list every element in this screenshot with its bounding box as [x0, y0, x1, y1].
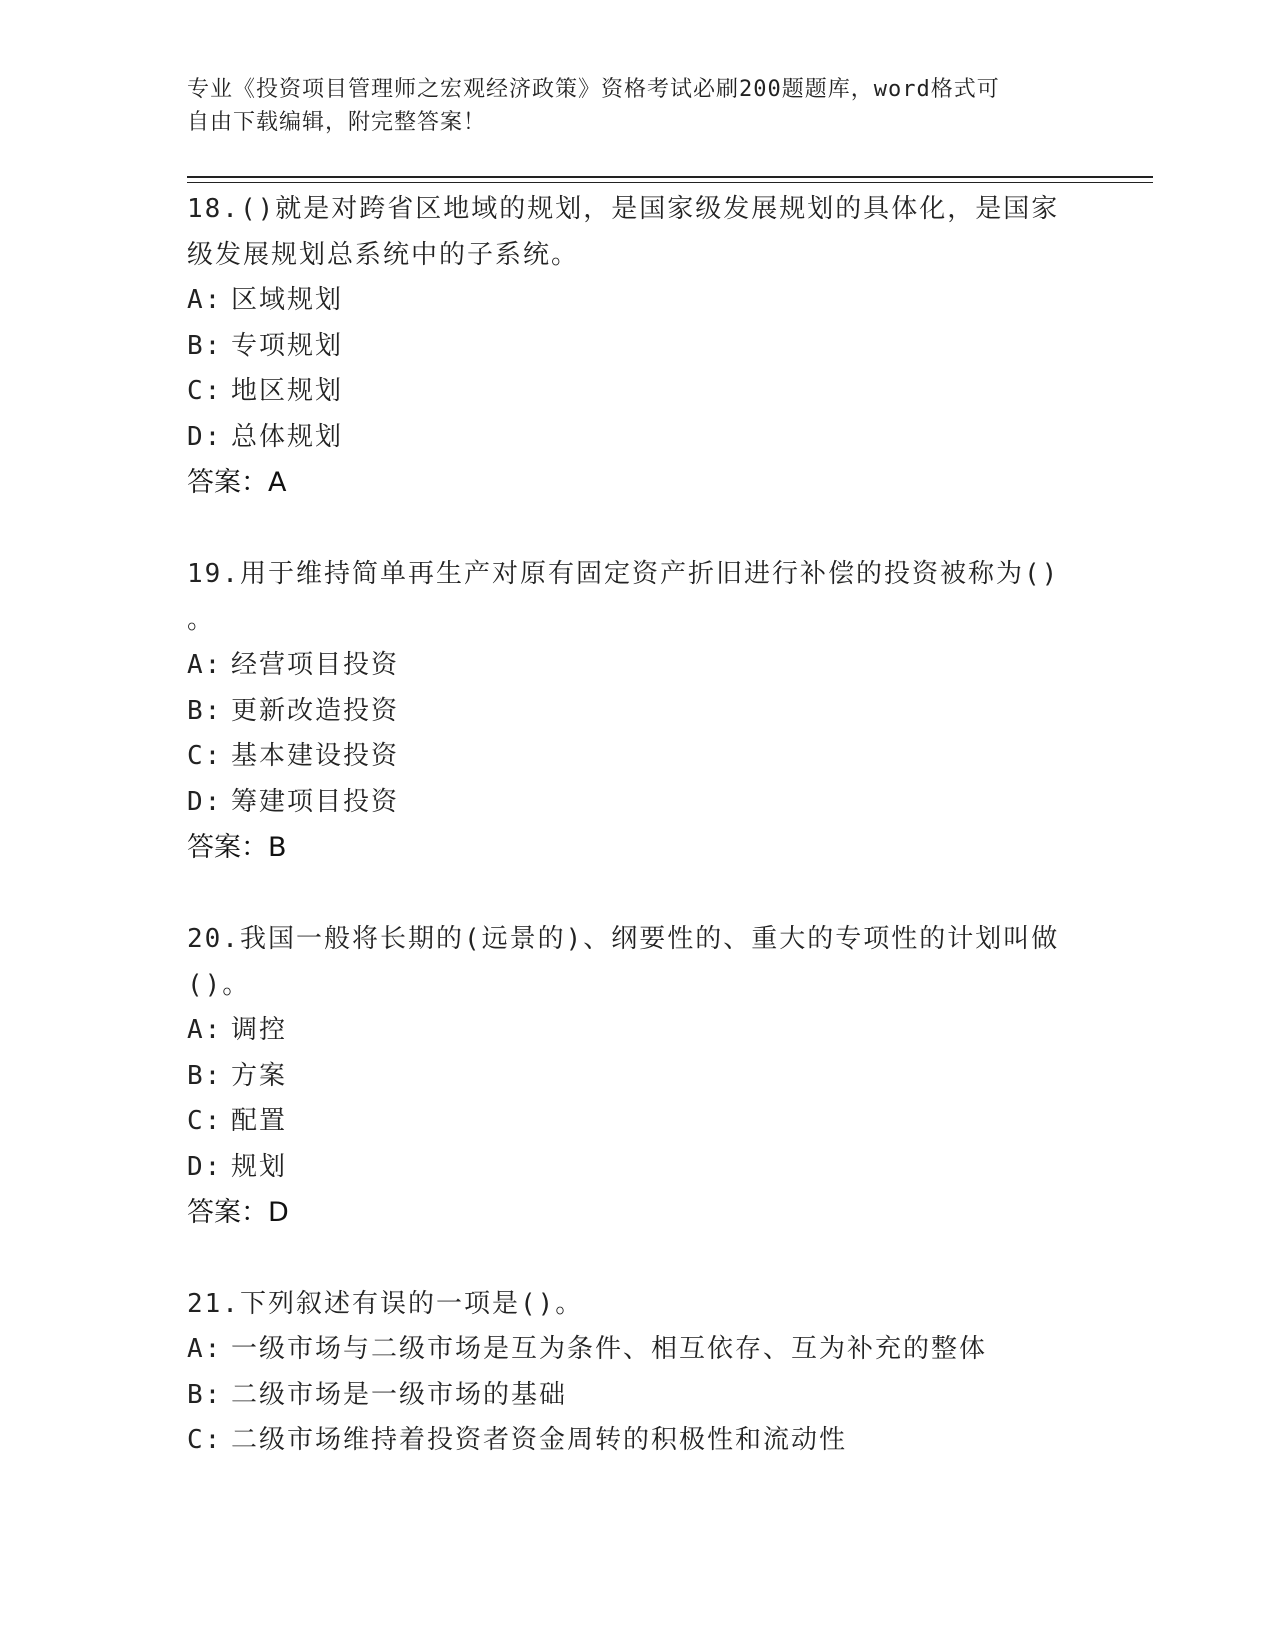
- spacer: [187, 871, 1087, 916]
- question-stem-line-1: 18.()就是对跨省区地域的规划，是国家级发展规划的具体化，是国家: [187, 194, 1060, 224]
- option-key: C:: [187, 1425, 223, 1455]
- question-20: [187, 916, 1087, 1236]
- header-divider-thin: [187, 182, 1153, 183]
- option-text: 方案: [231, 1060, 288, 1091]
- option-c: [187, 1418, 1087, 1464]
- option-c: [187, 734, 1087, 780]
- option-key: A:: [187, 1015, 223, 1045]
- question-stem-line-1: 20.我国一般将长期的(远景的)、纲要性的、重大的专项性的计划叫做: [187, 924, 1060, 954]
- answer: 答案：B: [187, 832, 287, 863]
- option-key: A:: [187, 650, 223, 680]
- question-stem-line-1: 19.用于维持简单再生产对原有固定资产折旧进行补偿的投资被称为(): [187, 559, 1060, 589]
- option-a: [187, 643, 1087, 689]
- option-key: B:: [187, 1379, 223, 1410]
- option-key: A:: [187, 285, 223, 315]
- option-key: C:: [187, 1106, 223, 1136]
- option-d: [187, 415, 1087, 461]
- option-d: [187, 780, 1087, 826]
- document-header: [187, 73, 1087, 139]
- option-key: C:: [187, 376, 223, 406]
- option-key: C:: [187, 741, 223, 771]
- question-stem-line-2: ()。: [187, 970, 251, 1000]
- question-stem: [187, 916, 1087, 1008]
- question-stem-line-1: 21.下列叙述有误的一项是()。: [187, 1289, 584, 1319]
- question-list: [187, 186, 1087, 1464]
- question-stem: [187, 551, 1087, 643]
- option-key: B:: [187, 1060, 223, 1091]
- question-stem: [187, 186, 1087, 278]
- option-b: [187, 1373, 1087, 1419]
- option-a: [187, 1327, 1087, 1373]
- header-line-1: 专业《投资项目管理师之宏观经济政策》资格考试必刷200题题库，word格式可: [187, 77, 1000, 102]
- option-b: [187, 689, 1087, 735]
- question-stem-line-2: 级发展规划总系统中的子系统。: [187, 240, 580, 270]
- option-a: [187, 1008, 1087, 1054]
- spacer: [187, 506, 1087, 551]
- option-text: 专项规划: [231, 330, 344, 361]
- option-text: 经营项目投资: [231, 650, 400, 680]
- question-stem-line-2: 。: [187, 605, 216, 635]
- option-key: B:: [187, 330, 223, 361]
- option-a: [187, 278, 1087, 324]
- option-text: 更新改造投资: [231, 695, 400, 726]
- option-text: 调控: [231, 1015, 288, 1045]
- option-text: 二级市场是一级市场的基础: [231, 1379, 568, 1410]
- option-c: [187, 369, 1087, 415]
- option-text: 二级市场维持着投资者资金周转的积极性和流动性: [231, 1425, 848, 1455]
- option-b: [187, 324, 1087, 370]
- question-18: [187, 186, 1087, 506]
- option-text: 规划: [231, 1151, 288, 1182]
- question-stem: [187, 1281, 1087, 1327]
- option-c: [187, 1099, 1087, 1145]
- option-text: 筹建项目投资: [231, 786, 400, 817]
- option-text: 基本建设投资: [231, 741, 400, 771]
- option-text: 总体规划: [231, 421, 344, 452]
- option-key: D:: [187, 421, 223, 452]
- option-b: [187, 1054, 1087, 1100]
- option-key: D:: [187, 1151, 223, 1182]
- header-line-2: 自由下载编辑，附完整答案！: [187, 110, 487, 135]
- answer: 答案：D: [187, 1197, 289, 1228]
- spacer: [187, 1236, 1087, 1281]
- question-19: [187, 551, 1087, 871]
- option-text: 区域规划: [231, 285, 344, 315]
- option-text: 配置: [231, 1106, 288, 1136]
- option-key: B:: [187, 695, 223, 726]
- answer: 答案：A: [187, 467, 287, 498]
- option-key: D:: [187, 786, 223, 817]
- option-text: 一级市场与二级市场是互为条件、相互依存、互为补充的整体: [231, 1334, 988, 1364]
- header-divider-thick: [187, 176, 1153, 178]
- question-21: [187, 1281, 1087, 1464]
- option-key: A:: [187, 1334, 223, 1364]
- option-d: [187, 1145, 1087, 1191]
- option-text: 地区规划: [231, 376, 344, 406]
